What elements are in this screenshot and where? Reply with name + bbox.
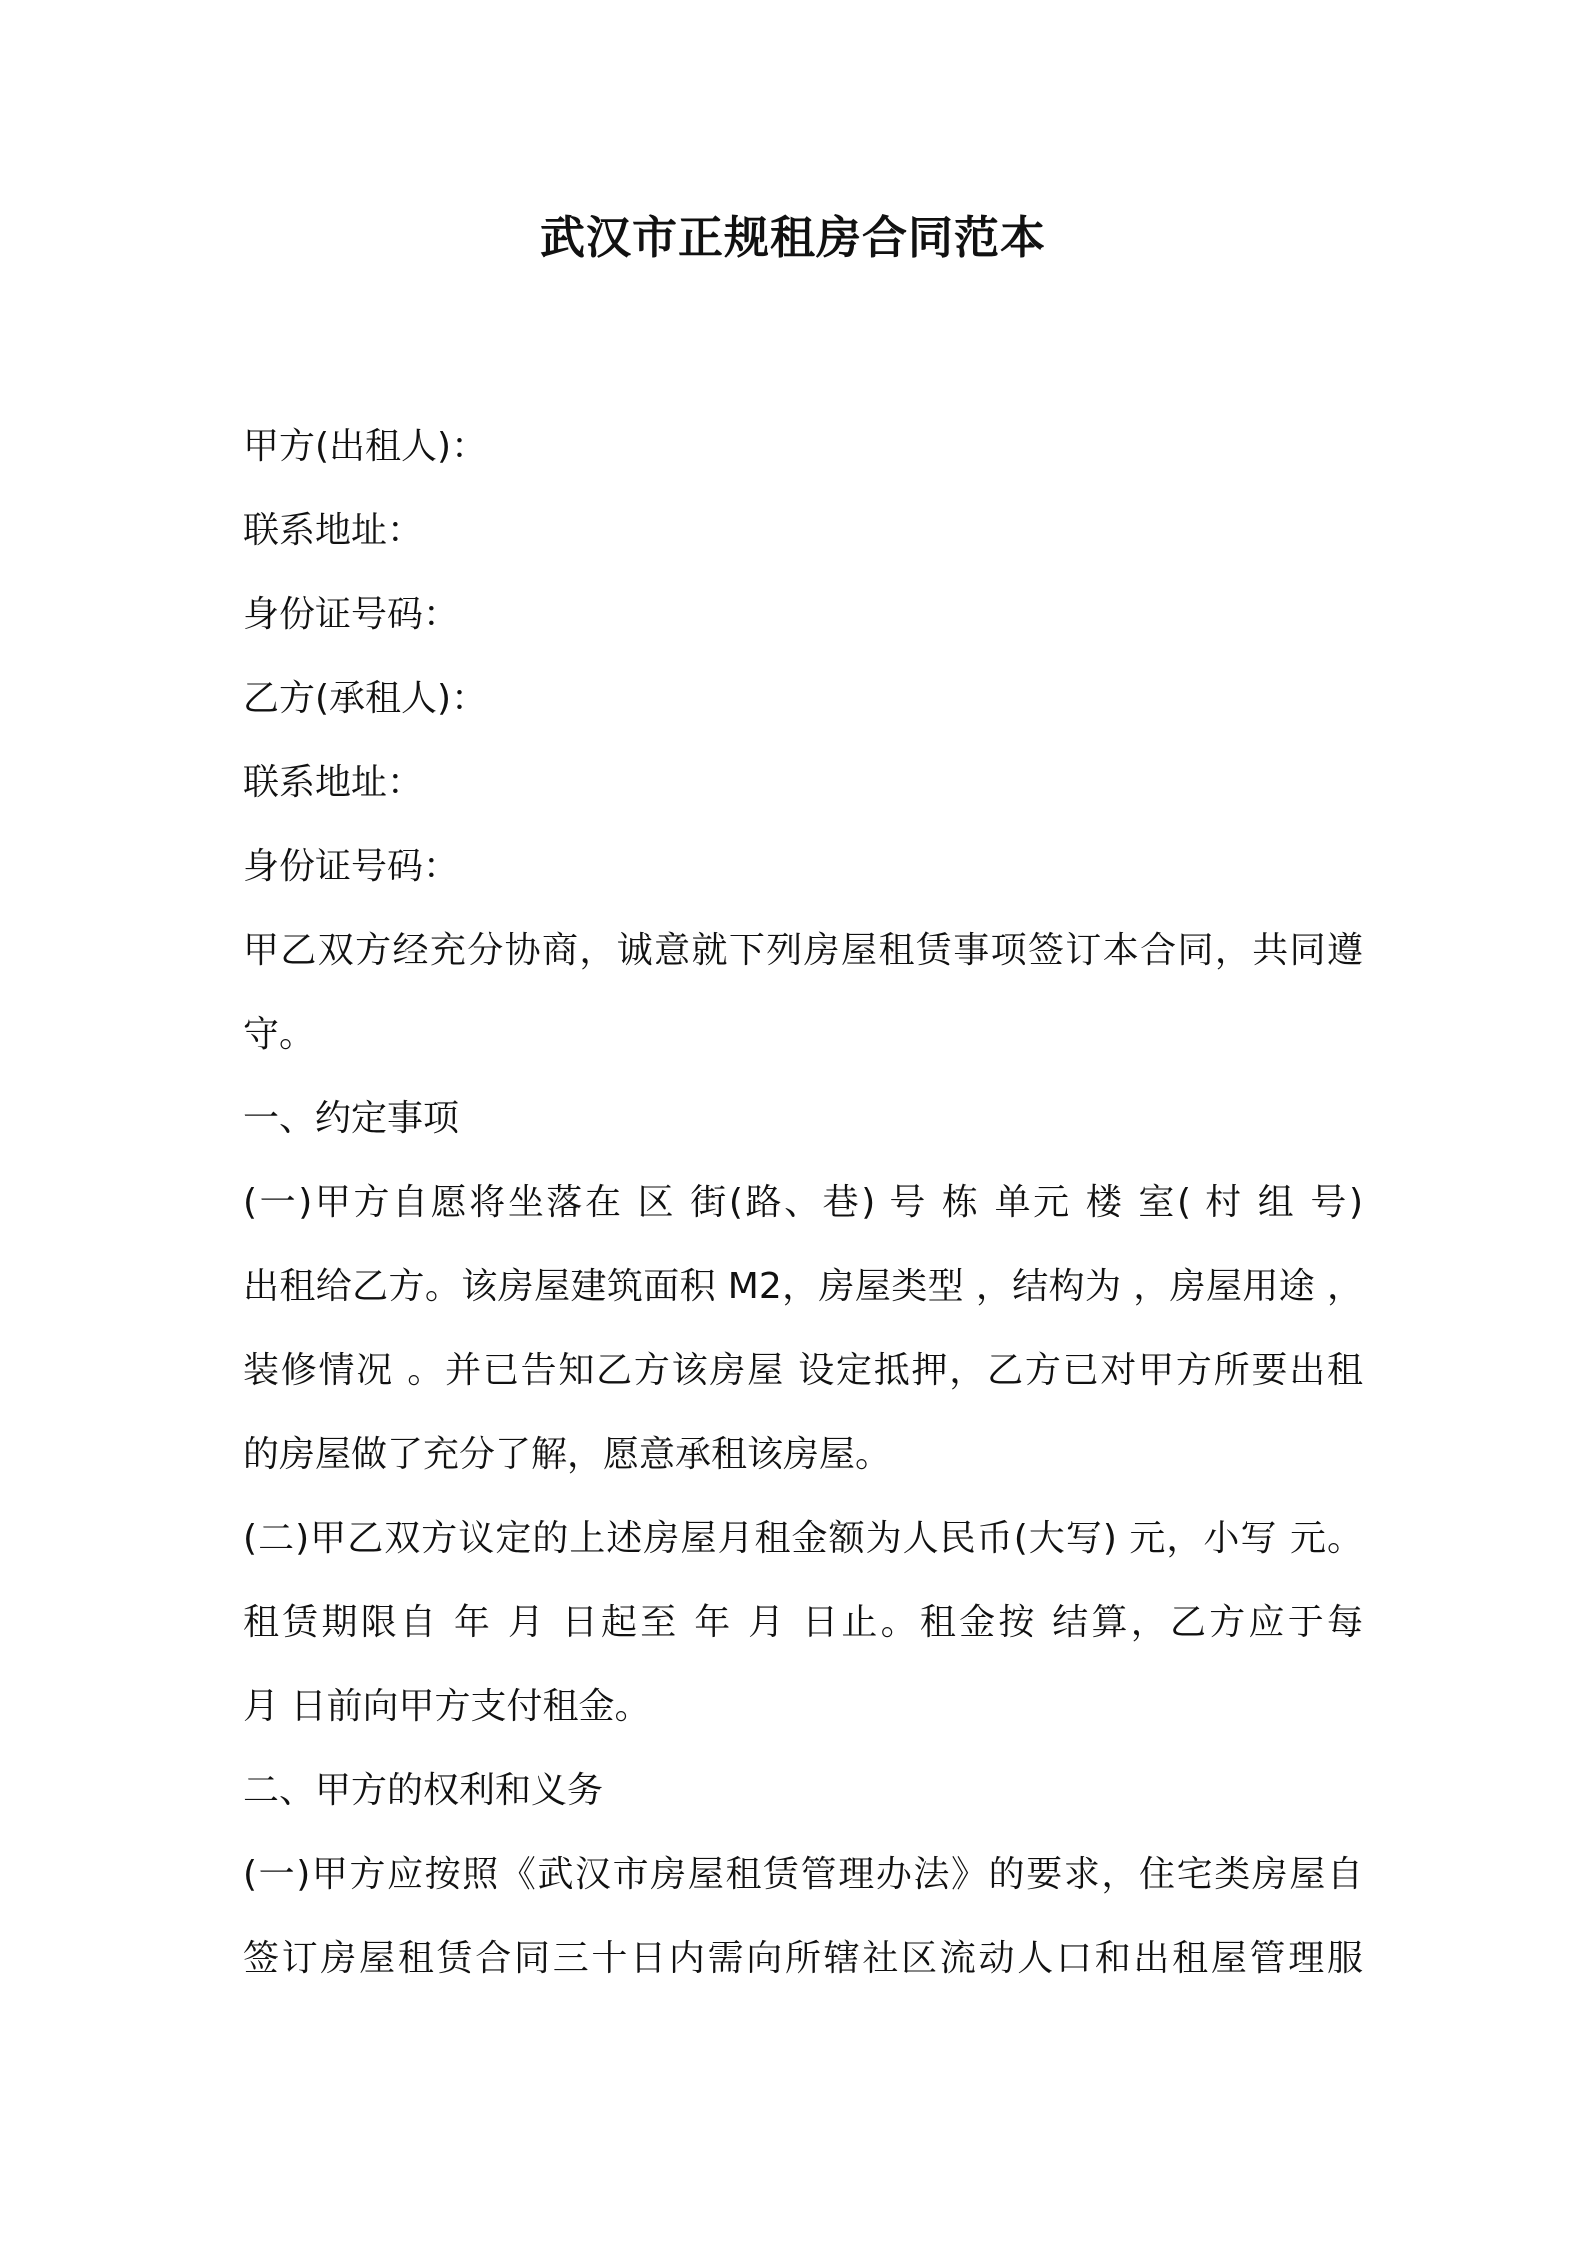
- party-b-address-label: 联系地址：: [243, 762, 424, 803]
- party-b-label: 乙方(承租人)：: [243, 678, 488, 719]
- party-a-label: 甲方(出租人)：: [243, 426, 488, 467]
- clause-1-1-line-4: 的房屋做了充分了解，愿意承租该房屋。: [243, 1434, 892, 1475]
- preamble-line-1: 甲乙双方经充分协商，诚意就下列房屋租赁事项签订本合同，共同遵: [243, 930, 1363, 971]
- clause-1-1-line-2: 出租给乙方。该房屋建筑面积 M2，房屋类型 ，结构为 ，房屋用途 ，: [243, 1266, 1363, 1307]
- clause-1-1-line-1: (一)甲方自愿将坐落在 区 街(路、巷) 号 栋 单元 楼 室( 村 组 号): [243, 1182, 1363, 1223]
- preamble-line-2: 守。: [243, 1014, 316, 1055]
- clause-2-1-line-1: (一)甲方应按照《武汉市房屋租赁管理办法》的要求，住宅类房屋自: [243, 1854, 1363, 1895]
- section-1-heading: 一、约定事项: [243, 1098, 460, 1139]
- clause-1-1-line-3: 装修情况 。并已告知乙方该房屋 设定抵押，乙方已对甲方所要出租: [243, 1350, 1363, 1391]
- clause-1-2-line-1: (二)甲乙双方议定的上述房屋月租金额为人民币(大写) 元，小写 元。: [243, 1518, 1363, 1559]
- section-2-heading: 二、甲方的权利和义务: [243, 1770, 604, 1811]
- clause-1-2-line-2: 租赁期限自 年 月 日起至 年 月 日止。租金按 结算，乙方应于每: [243, 1602, 1363, 1643]
- party-b-id-label: 身份证号码：: [243, 846, 460, 887]
- party-a-address-label: 联系地址：: [243, 510, 424, 551]
- document-body: [243, 405, 1363, 2001]
- clause-2-1-line-2: 签订房屋租赁合同三十日内需向所辖社区流动人口和出租屋管理服: [243, 1938, 1363, 1979]
- clause-1-2-line-3: 月 日前向甲方支付租金。: [243, 1686, 651, 1727]
- party-a-id-label: 身份证号码：: [243, 594, 460, 635]
- document-title: 武汉市正规租房合同范本: [539, 211, 1046, 264]
